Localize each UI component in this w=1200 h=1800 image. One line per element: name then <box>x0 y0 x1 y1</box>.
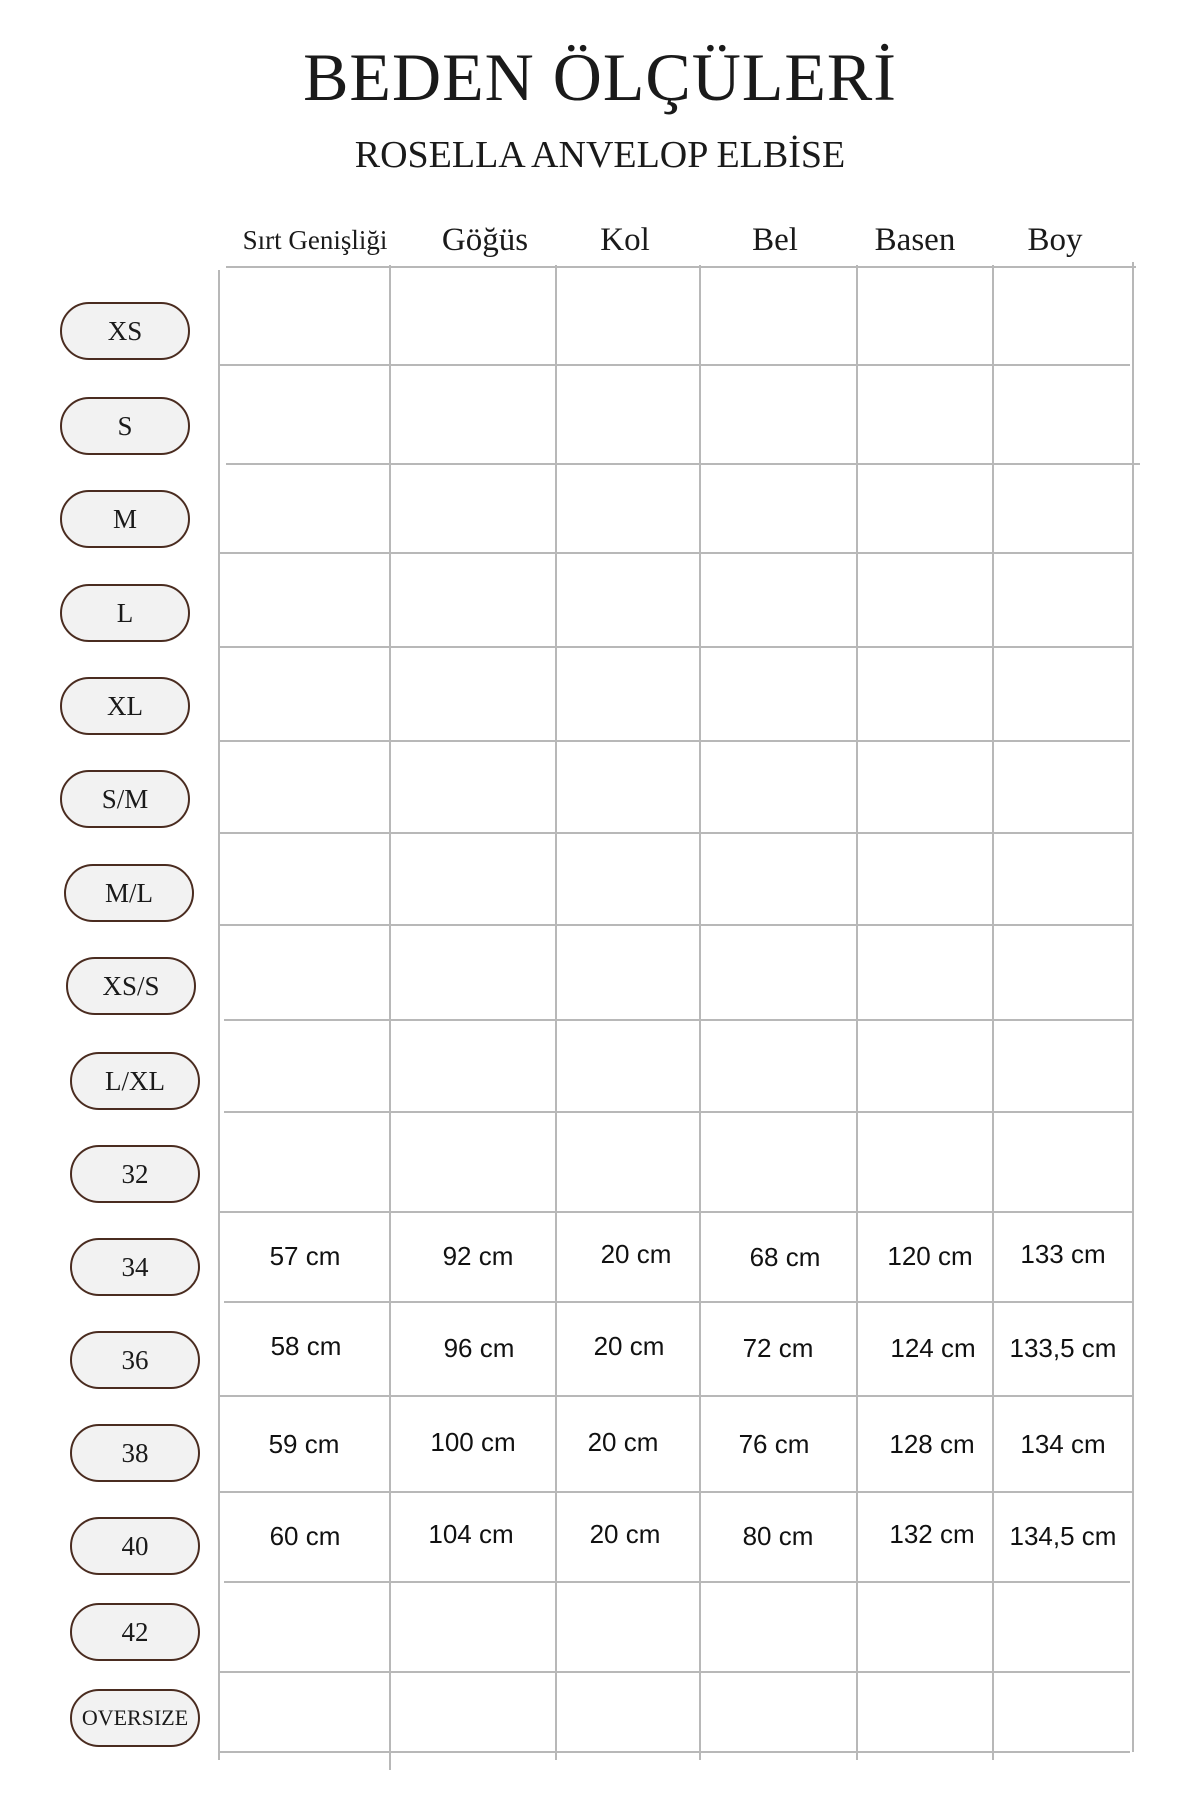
cell-40-length: 134,5 cm <box>1009 1521 1117 1551</box>
cell-40-chest: 104 cm <box>428 1519 514 1549</box>
cell-34-chest: 92 cm <box>442 1241 514 1271</box>
cell-36-hip: 124 cm <box>890 1333 976 1363</box>
size-label-s: S <box>60 397 190 455</box>
cell-36-length: 133,5 cm <box>1009 1333 1117 1363</box>
cell-36-waist: 72 cm <box>742 1333 814 1363</box>
column-header-back-width: Sırt Genişliği <box>242 225 388 255</box>
size-label-xs: XS <box>60 302 190 360</box>
size-label-m-l: M/L <box>64 864 194 922</box>
size-label-32: 32 <box>70 1145 200 1203</box>
cell-38-hip: 128 cm <box>889 1429 975 1459</box>
cell-38-chest: 100 cm <box>430 1427 516 1457</box>
column-header-sleeve: Kol <box>600 222 650 258</box>
column-header-waist: Bel <box>752 222 798 258</box>
cell-34-sleeve: 20 cm <box>600 1239 672 1269</box>
size-label-l: L <box>60 584 190 642</box>
size-label-xl: XL <box>60 677 190 735</box>
cell-38-sleeve: 20 cm <box>587 1427 659 1457</box>
cell-40-waist: 80 cm <box>742 1521 814 1551</box>
size-label-40: 40 <box>70 1517 200 1575</box>
cell-36-chest: 96 cm <box>443 1333 515 1363</box>
cell-34-waist: 68 cm <box>749 1242 821 1272</box>
cell-36-back-width: 58 cm <box>270 1331 342 1361</box>
size-label-34: 34 <box>70 1238 200 1296</box>
size-label-38: 38 <box>70 1424 200 1482</box>
size-label-42: 42 <box>70 1603 200 1661</box>
cell-34-hip: 120 cm <box>887 1241 973 1271</box>
cell-36-sleeve: 20 cm <box>593 1331 665 1361</box>
cell-38-back-width: 59 cm <box>268 1429 340 1459</box>
cell-34-back-width: 57 cm <box>269 1241 341 1271</box>
cell-38-length: 134 cm <box>1020 1429 1106 1459</box>
product-name: ROSELLA ANVELOP ELBİSE <box>354 134 846 176</box>
size-label-m: M <box>60 490 190 548</box>
cell-40-back-width: 60 cm <box>269 1521 341 1551</box>
cell-38-waist: 76 cm <box>738 1429 810 1459</box>
size-label-l-xl: L/XL <box>70 1052 200 1110</box>
column-header-length: Boy <box>1027 222 1083 258</box>
page-title: BEDEN ÖLÇÜLERİ <box>303 39 897 115</box>
column-header-hip: Basen <box>874 222 956 258</box>
cell-40-hip: 132 cm <box>889 1519 975 1549</box>
size-label-oversize: OVERSIZE <box>70 1689 200 1747</box>
column-header-chest: Göğüs <box>441 222 529 258</box>
cell-34-length: 133 cm <box>1020 1239 1106 1269</box>
size-label-36: 36 <box>70 1331 200 1389</box>
cell-40-sleeve: 20 cm <box>589 1519 661 1549</box>
size-label-s-m: S/M <box>60 770 190 828</box>
size-label-xs-s: XS/S <box>66 957 196 1015</box>
